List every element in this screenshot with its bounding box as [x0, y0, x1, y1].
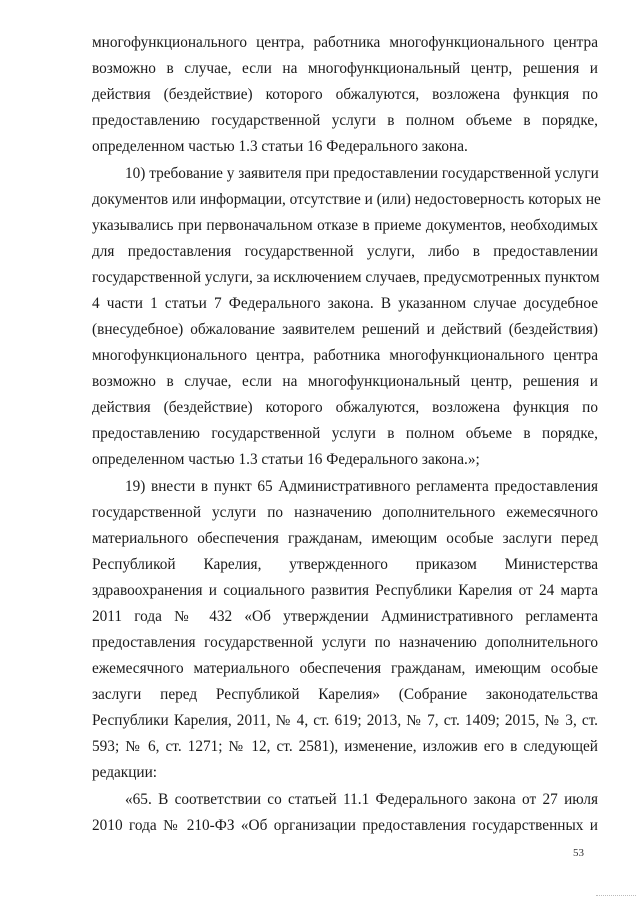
- text-line: для предоставления государственной услуги, либо в предоставлении: [92, 243, 598, 260]
- text-line: 2010 года № 210-ФЗ «Об организации предоставления государственных и: [92, 817, 598, 834]
- text-line: многофункционального центра, работника многофункционального центра: [92, 34, 598, 51]
- text-line: заслуги перед Республикой Карелия» (Собрание законодательства: [92, 686, 598, 703]
- paragraph-start-line: 10) требование у заявителя при предоставлении государственной услуги: [125, 165, 599, 182]
- text-line: 593; № 6, ст. 1271; № 12, ст. 2581), изменение, изложив его в следующей: [92, 738, 598, 755]
- page-number: 53: [573, 847, 584, 859]
- text-line: указывались при первоначальном отказе в приеме документов, необходимых: [92, 217, 598, 234]
- paragraph-start-line: 19) внести в пункт 65 Административного регламента предоставления: [125, 478, 598, 495]
- scan-artifact: [596, 895, 636, 898]
- text-line: многофункционального центра, работника многофункционального центра: [92, 347, 598, 364]
- text-line: предоставления государственной услуги по назначению дополнительного: [92, 634, 598, 651]
- text-line: (внесудебное) обжалование заявителем решений и действий (бездействия): [92, 321, 598, 338]
- text-line: возможно в случае, если на многофункциональный центр, решения и: [92, 60, 598, 77]
- text-line: Республики Карелия, 2011, № 4, ст. 619; 2013, № 7, ст. 1409; 2015, № 3, ст.: [92, 712, 598, 729]
- text-line: возможно в случае, если на многофункциональный центр, решения и: [92, 373, 598, 390]
- text-line: документов или информации, отсутствие и (или) недостоверность которых не: [92, 191, 601, 208]
- text-line: предоставлению государственной услуги в полном объеме в порядке,: [92, 112, 598, 129]
- text-line: государственной услуги, за исключением случаев, предусмотренных пунктом: [92, 269, 600, 286]
- text-line: Республикой Карелия, утвержденного приказом Министерства: [92, 556, 598, 573]
- text-line: 2011 года № 432 «Об утверждении Административного регламента: [92, 608, 598, 625]
- paragraph-start-line: «65. В соответствии со статьей 11.1 Федерального закона от 27 июля: [125, 791, 598, 808]
- text-line: редакции:: [92, 764, 158, 781]
- text-line: ежемесячного материального обеспечения гражданам, имеющим особые: [92, 660, 598, 677]
- text-line: определенном частью 1.3 статьи 16 Федерального закона.: [92, 138, 468, 155]
- text-line: предоставлению государственной услуги в полном объеме в порядке,: [92, 425, 598, 442]
- text-line: действия (бездействие) которого обжалуются, возложена функция по: [92, 399, 598, 416]
- text-line: государственной услуги по назначению дополнительного ежемесячного: [92, 504, 598, 521]
- text-line: действия (бездействие) которого обжалуются, возложена функция по: [92, 86, 598, 103]
- text-line: определенном частью 1.3 статьи 16 Федерального закона.»;: [92, 451, 480, 468]
- text-line: материального обеспечения гражданам, имеющим особые заслуги перед: [92, 530, 598, 547]
- text-line: здравоохранения и социального развития Республики Карелия от 24 марта: [92, 582, 598, 599]
- text-line: 4 части 1 статьи 7 Федерального закона. В указанном случае досудебное: [92, 295, 598, 312]
